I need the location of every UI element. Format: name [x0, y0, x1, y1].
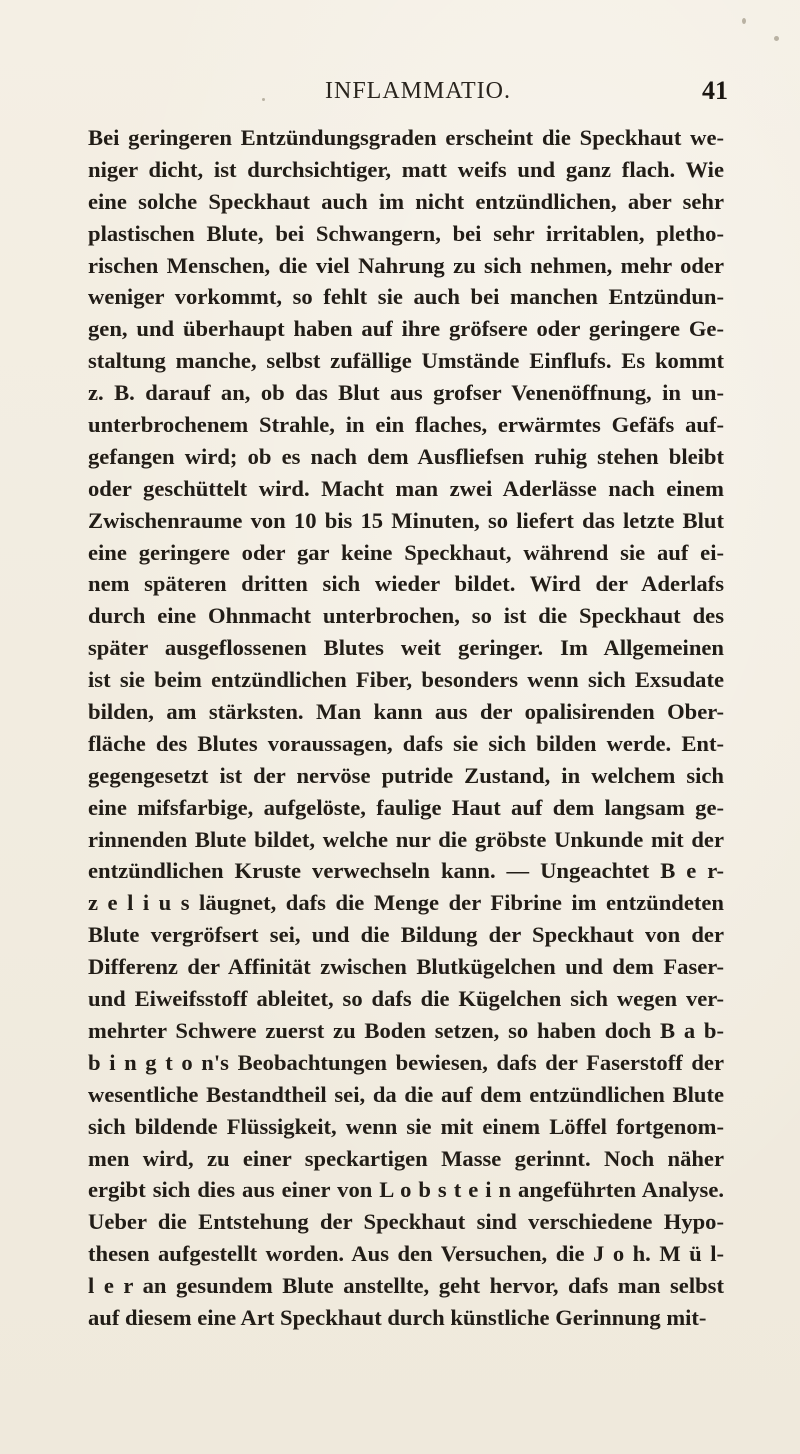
text-line: oder geschüttelt wird. Macht man zwei Aderlässe nach einem [88, 475, 724, 501]
text-line: weniger vorkommt, so fehlt sie auch bei manchen Entzündun- [88, 284, 724, 310]
page-header [108, 78, 728, 118]
text-line: ist sie beim entzündlichen Fiber, besonders wenn sich Exsudate [88, 667, 724, 693]
text-line: gegengesetzt ist der nervöse putride Zustand, in welchem sich [88, 762, 724, 788]
text-line: eine mifsfarbige, aufgelöste, faulige Haut auf dem langsam ge- [88, 794, 724, 820]
text-line: Ueber die Entstehung der Speckhaut sind verschiedene Hypo- [88, 1209, 724, 1235]
body-text [88, 122, 724, 1334]
paper-speck [262, 98, 265, 101]
text-line: auf diesem eine Art Speckhaut durch künstliche Gerinnung mit- [88, 1304, 707, 1330]
text-line: Blute vergröfsert sei, und die Bildung der Speckhaut von der [88, 922, 724, 948]
text-line: z e l i u s läugnet, dafs die Menge der Fibrine im entzündeten [88, 890, 724, 916]
text-line: men wird, zu einer speckartigen Masse gerinnt. Noch näher [88, 1145, 724, 1171]
text-line: sich bildende Flüssigkeit, wenn sie mit einem Löffel fortgenom- [88, 1113, 724, 1139]
text-line: später ausgeflossenen Blutes weit geringer. Im Allgemeinen [88, 635, 724, 661]
text-line: l e r an gesundem Blute anstellte, geht hervor, dafs man selbst [88, 1273, 724, 1299]
text-line: staltung manche, selbst zufällige Umstände Einflufs. Es kommt [88, 348, 724, 374]
text-line: und Eiweifsstoff ableitet, so dafs die Kügelchen sich wegen ver- [88, 986, 724, 1012]
text-line: eine geringere oder gar keine Speckhaut, während sie auf ei- [88, 539, 724, 565]
text-line: gen, und überhaupt haben auf ihre gröfsere oder geringere Ge- [88, 316, 724, 342]
text-line: b i n g t o n's Beobachtungen bewiesen, dafs der Faserstoff der [88, 1049, 724, 1075]
text-line: fläche des Blutes voraussagen, dafs sie sich bilden werde. Ent- [88, 730, 724, 756]
text-line: plastischen Blute, bei Schwangern, bei sehr irritablen, pletho- [88, 220, 724, 246]
running-head: INFLAMMATIO. [325, 78, 511, 104]
text-line: z. B. darauf an, ob das Blut aus grofser Venenöffnung, in un- [88, 380, 724, 406]
page-number: 41 [702, 76, 728, 105]
text-line: bilden, am stärksten. Man kann aus der opalisirenden Ober- [88, 699, 724, 725]
text-line: entzündlichen Kruste verwechseln kann. — Ungeachtet B e r- [88, 858, 724, 884]
text-line: rischen Menschen, die viel Nahrung zu sich nehmen, mehr oder [88, 252, 724, 278]
text-line: mehrter Schwere zuerst zu Boden setzen, so haben doch B a b- [88, 1017, 724, 1043]
text-line: thesen aufgestellt worden. Aus den Versuchen, die J o h. M ü l- [88, 1241, 724, 1267]
text-line: niger dicht, ist durchsichtiger, matt weifs und ganz flach. Wie [88, 156, 724, 182]
text-line: wesentliche Bestandtheil sei, da die auf dem entzündlichen Blute [88, 1081, 724, 1107]
text-line: ergibt sich dies aus einer von L o b s t e i n angeführten Analyse. [88, 1177, 724, 1203]
text-line: Bei geringeren Entzündungsgraden erscheint die Speckhaut we- [88, 125, 724, 150]
paper-speck [742, 18, 746, 24]
text-line: durch eine Ohnmacht unterbrochen, so ist die Speckhaut des [88, 603, 724, 629]
text-line: unterbrochenem Strahle, in ein flaches, erwärmtes Gefäfs auf- [88, 412, 724, 438]
text-line: eine solche Speckhaut auch im nicht entzündlichen, aber sehr [88, 188, 724, 214]
text-line: rinnenden Blute bildet, welche nur die gröbste Unkunde mit der [88, 826, 724, 852]
text-line: gefangen wird; ob es nach dem Ausfliefsen ruhig stehen bleibt [88, 443, 724, 469]
text-line: Zwischenraume von 10 bis 15 Minuten, so liefert das letzte Blut [88, 507, 724, 533]
text-line: Differenz der Affinität zwischen Blutkügelchen und dem Faser- [88, 954, 724, 980]
text-line: nem späteren dritten sich wieder bildet. Wird der Aderlafs [88, 571, 724, 597]
paper-speck [774, 36, 779, 41]
